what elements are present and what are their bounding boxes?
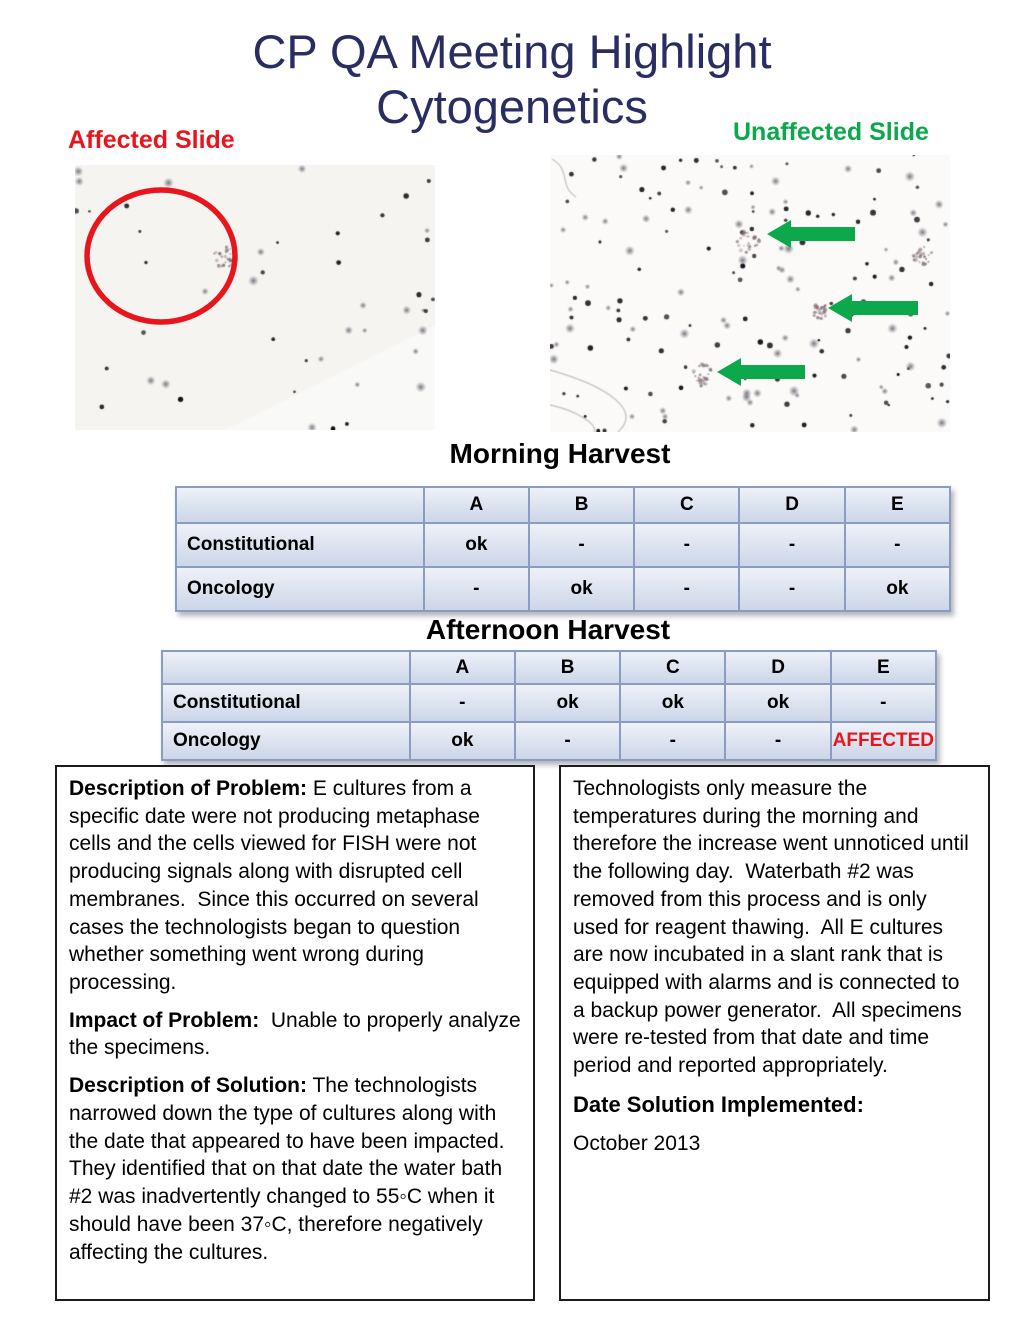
row-label: Constitutional — [162, 684, 410, 722]
table-cell: ok — [424, 523, 529, 567]
column-header: A — [410, 651, 515, 684]
column-header: D — [725, 651, 830, 684]
unaffected-slide-image — [550, 155, 950, 432]
column-header: A — [424, 487, 529, 523]
table-cell: - — [725, 722, 830, 760]
column-header — [176, 487, 424, 523]
column-header: C — [634, 487, 739, 523]
date-solution-label: Date Solution Implemented: — [573, 1091, 864, 1117]
morning-harvest-heading: Morning Harvest — [449, 438, 671, 469]
table-cell: ok — [515, 684, 620, 722]
problem-textbox — [55, 765, 535, 1301]
date-solution-label-paragraph — [573, 1090, 976, 1120]
solution-text: The technologists narrowed down the type of cultures along with the date that appeared to have been impacted. They identified that on that date the water bath #2 was inadvertently changed to 55◦C when it should have been 37◦C, therefore negatively affecting the cultures. — [69, 1074, 510, 1264]
followup-paragraph: Technologists only measure the temperatures during the morning and therefore the increase went unnoticed until the following day. Waterbath #2 was removed from this process and is only used for reagent thawing. All E cultures are now incubated in a slant rank that is equipped with alarms and is connected to a backup power generator. All specimens were re-tested from that date and time period and reported appropriately. — [573, 777, 975, 1078]
row-label: Constitutional — [176, 523, 424, 567]
table-cell: - — [515, 722, 620, 760]
table-cell: - — [739, 523, 844, 567]
affected-slide-label: Affected Slide — [68, 126, 235, 154]
table-cell: - — [620, 722, 725, 760]
table-cell: ok — [725, 684, 830, 722]
problem-paragraph — [69, 775, 521, 997]
affected-slide-micrograph — [75, 165, 435, 430]
table-cell: - — [634, 567, 739, 611]
column-header: C — [620, 651, 725, 684]
slide-title-line2: Cytogenetics — [376, 80, 648, 134]
table-cell: - — [831, 684, 936, 722]
table-cell: - — [410, 684, 515, 722]
slide-title-line1: CP QA Meeting Highlight — [252, 25, 772, 78]
afternoon-harvest-heading: Afternoon Harvest — [425, 614, 671, 645]
unaffected-slide-micrograph — [550, 155, 950, 432]
morning-harvest-table — [175, 486, 951, 612]
column-header: D — [739, 487, 844, 523]
table-cell: ok — [845, 567, 950, 611]
column-header — [162, 651, 410, 684]
column-header: B — [529, 487, 634, 523]
table-cell: - — [529, 523, 634, 567]
table-cell: - — [739, 567, 844, 611]
impact-label: Impact of Problem: — [69, 1008, 260, 1032]
solution-textbox — [559, 765, 990, 1301]
table-cell: - — [424, 567, 529, 611]
table-cell: ok — [620, 684, 725, 722]
afternoon-harvest-table — [161, 650, 937, 761]
table-cell: ok — [410, 722, 515, 760]
solution-paragraph — [69, 1072, 521, 1266]
solution-label: Description of Solution: — [69, 1074, 307, 1098]
problem-label: Description of Problem: — [69, 777, 308, 800]
affected-slide-image — [75, 165, 435, 430]
date-solution-value: October 2013 — [573, 1131, 701, 1155]
impact-paragraph — [69, 1007, 527, 1062]
row-label: Oncology — [176, 567, 424, 611]
table-cell: AFFECTED — [831, 722, 936, 760]
table-cell: ok — [529, 567, 634, 611]
column-header: E — [845, 487, 950, 523]
row-label: Oncology — [162, 722, 410, 760]
column-header: E — [831, 651, 936, 684]
table-cell: - — [634, 523, 739, 567]
unaffected-slide-label: Unaffected Slide — [733, 118, 929, 146]
column-header: B — [515, 651, 620, 684]
problem-text: E cultures from a specific date were not producing metaphase cells and the cells viewed for FISH were not producing signals along with disrupted cell membranes. Since this occurred on several cases the technologists began to question whether something went wrong during processing. — [69, 777, 486, 995]
impact-text: Unable to properly analyze the specimens. — [69, 1008, 527, 1060]
table-cell: - — [845, 523, 950, 567]
